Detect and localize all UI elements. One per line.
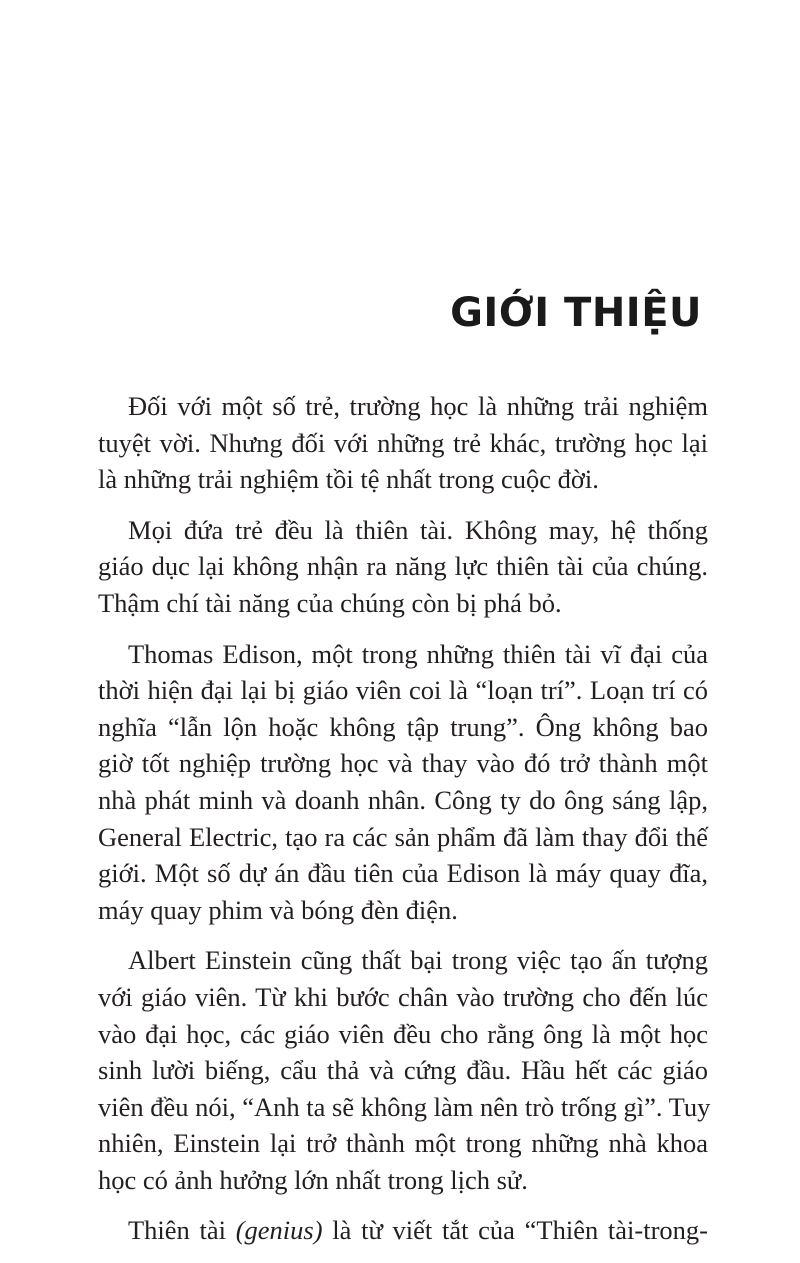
text-line: viên đều nói, “Anh ta sẽ không làm nên trò trống gì”. Tuy xyxy=(98,1091,711,1122)
text-line: thời hiện đại lại bị giáo viên coi là “loạn trí”. Loạn trí có xyxy=(98,675,708,706)
text-line: Thậm chí tài năng của chúng còn bị phá bỏ. xyxy=(98,587,562,618)
text-line: giới. Một số dự án đầu tiên của Edison là máy quay đĩa, xyxy=(98,858,708,889)
text-line: là những trải nghiệm tồi tệ nhất trong cuộc đời. xyxy=(98,464,599,495)
text-line: General Electric, tạo ra các sản phẩm đã làm thay đổi thế xyxy=(98,821,708,852)
text-line: nghĩa “lẫn lộn hoặc không tập trung”. Ông không bao xyxy=(98,711,708,742)
text-line: máy quay phim và bóng đèn điện. xyxy=(98,894,458,925)
text-line: nhiên, Einstein lại trở thành một trong những nhà khoa xyxy=(98,1128,708,1159)
body-text xyxy=(98,388,711,1263)
paragraph xyxy=(98,636,708,929)
text-line: giáo dục lại không nhận ra năng lực thiên tài của chúng. xyxy=(98,551,708,582)
text-line: nhà phát minh và doanh nhân. Công ty do ông sáng lập, xyxy=(98,784,708,815)
text-line: học có ảnh hưởng lớn nhất trong lịch sử. xyxy=(98,1164,528,1195)
text-line: Thomas Edison, một trong những thiên tài vĩ đại của xyxy=(128,638,708,669)
text-line: sinh lười biếng, cẩu thả và cứng đầu. Hầu hết các giáo xyxy=(98,1055,708,1086)
italic-term: (genius) xyxy=(235,1215,323,1246)
text-line: vào đại học, các giáo viên đều cho rằng ông là một học xyxy=(98,1018,708,1049)
text-line: tuyệt vời. Nhưng đối với những trẻ khác, trường học lại xyxy=(98,427,708,458)
text-line xyxy=(98,1212,708,1249)
paragraph xyxy=(98,942,711,1198)
text-line: với giáo viên. Từ khi bước chân vào trường cho đến lúc xyxy=(98,981,708,1012)
paragraph xyxy=(98,512,708,622)
text-run: Thiên tài xyxy=(128,1215,236,1246)
text-line: Mọi đứa trẻ đều là thiên tài. Không may, hệ thống xyxy=(128,514,708,545)
chapter-title: GIỚI THIỆU xyxy=(450,290,702,336)
text-line: giờ tốt nghiệp trường học và thay vào đó trở thành một xyxy=(98,748,708,779)
text-run: là từ viết tắt của “Thiên tài-trong- xyxy=(322,1215,708,1246)
text-line: Albert Einstein cũng thất bại trong việc tạo ấn tượng xyxy=(128,945,708,976)
text-line: Đối với một số trẻ, trường học là những trải nghiệm xyxy=(128,391,708,421)
paragraph xyxy=(98,1212,708,1249)
paragraph xyxy=(98,388,708,498)
